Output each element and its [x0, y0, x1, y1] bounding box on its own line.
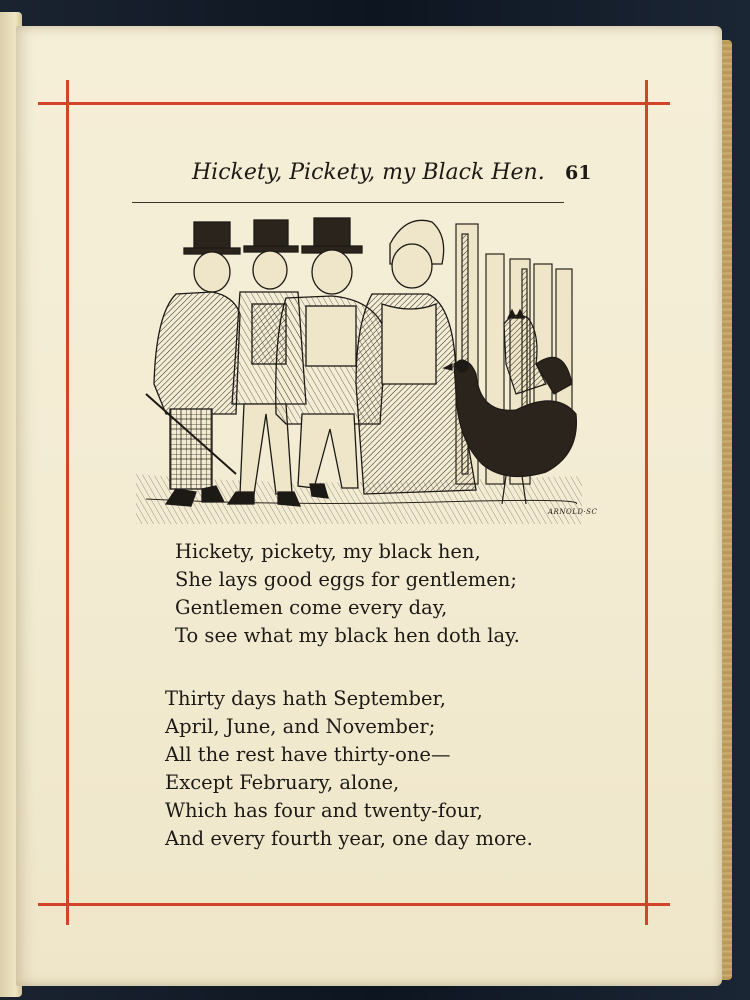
header-rule: [132, 202, 564, 203]
border-rule-left: [66, 80, 69, 925]
verse-line: She lays good eggs for gentlemen;: [175, 568, 517, 591]
verse-line: All the rest have thirty-one—: [165, 743, 451, 766]
verse-line: April, June, and November;: [165, 715, 436, 738]
border-rule-right: [645, 80, 648, 925]
verse-line: Gentlemen come every day,: [175, 596, 448, 619]
border-rule-top: [38, 102, 670, 105]
engraving-svg: [136, 214, 582, 524]
page-number: 61: [565, 162, 592, 184]
engraving-illustration: [136, 214, 582, 524]
verse-line: Except February, alone,: [165, 771, 400, 794]
running-head: [130, 158, 600, 194]
verse-hickety-pickety: [175, 538, 520, 650]
verse-line: To see what my black hen doth lay.: [175, 624, 520, 647]
verse-line: Thirty days hath September,: [165, 687, 446, 710]
verse-line: Which has four and twenty-four,: [165, 799, 483, 822]
verse-line: Hickety, pickety, my black hen,: [175, 540, 481, 563]
verse-thirty-days: [165, 685, 533, 853]
border-rule-bottom: [38, 903, 670, 906]
running-title: Hickety, Pickety, my Black Hen.: [192, 160, 545, 185]
gentleman-left: [146, 222, 240, 506]
verse-line: And every fourth year, one day more.: [165, 827, 533, 850]
engraver-signature: ARNOLD·SC: [548, 508, 598, 516]
